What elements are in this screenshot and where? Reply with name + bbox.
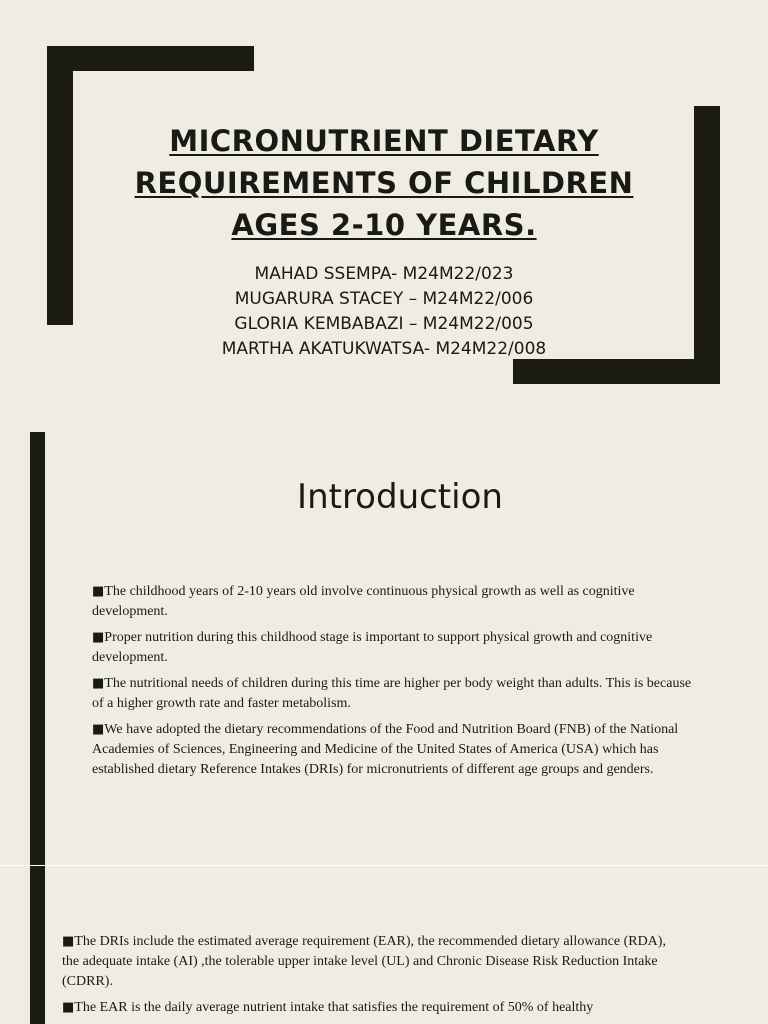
dri-slide	[0, 866, 768, 1024]
title-line: AGES 2-10 YEARS.	[231, 208, 537, 242]
square-bullet-icon: ■	[62, 934, 75, 949]
slide-title	[84, 120, 684, 246]
slide-heading: Introduction	[297, 477, 503, 517]
authors-list	[84, 262, 684, 362]
frame-bar-bottom-right-horizontal	[513, 359, 720, 384]
title-line: REQUIREMENTS OF CHILDREN	[134, 166, 634, 200]
frame-bar-top-left-horizontal	[47, 46, 254, 71]
frame-bar-top-left-vertical	[47, 46, 73, 325]
title-line: MICRONUTRIENT DIETARY	[169, 124, 599, 158]
title-slide	[0, 0, 768, 432]
author-line: MAHAD SSEMPA- M24M22/023	[254, 264, 514, 284]
side-accent-bar	[30, 866, 45, 1024]
square-bullet-icon: ■	[92, 676, 105, 691]
author-line: MARTHA AKATUKWATSA- M24M22/008	[221, 339, 547, 359]
list-item: ■We have adopted the dietary recommendations of the Food and Nutrition Board (FNB) of the National Academies of Sciences, Engineering and Medicine of the United States of America (USA) which has established dietary Reference Intakes (DRIs) for micronutrients of different age groups and genders.	[92, 722, 679, 777]
bullet-list	[92, 582, 692, 786]
list-item: ■Proper nutrition during this childhood stage is important to support physical growth and cognitive development.	[92, 630, 653, 665]
square-bullet-icon: ■	[92, 630, 105, 645]
introduction-slide	[0, 432, 768, 865]
list-item: ■The EAR is the daily average nutrient intake that satisfies the requirement of 50% of healthy	[62, 1000, 594, 1015]
side-accent-bar	[30, 432, 45, 865]
author-line: MUGARURA STACEY – M24M22/006	[234, 289, 534, 309]
author-line: GLORIA KEMBABAZI – M24M22/005	[234, 314, 534, 334]
square-bullet-icon: ■	[92, 722, 105, 737]
square-bullet-icon: ■	[62, 1000, 75, 1015]
list-item: ■The DRIs include the estimated average requirement (EAR), the recommended dietary allowance (RDA), the adequate intake (AI) ,the tolerable upper intake level (UL) and Chronic Disease Risk Reduction Intake (CDRR).	[62, 934, 666, 989]
bullet-list	[62, 932, 682, 1024]
square-bullet-icon: ■	[92, 584, 105, 599]
frame-bar-bottom-right-vertical	[694, 106, 720, 384]
list-item: ■The nutritional needs of children during this time are higher per body weight than adults. This is because of a higher growth rate and faster metabolism.	[92, 676, 692, 711]
list-item: ■The childhood years of 2-10 years old involve continuous physical growth as well as cognitive development.	[92, 584, 635, 619]
